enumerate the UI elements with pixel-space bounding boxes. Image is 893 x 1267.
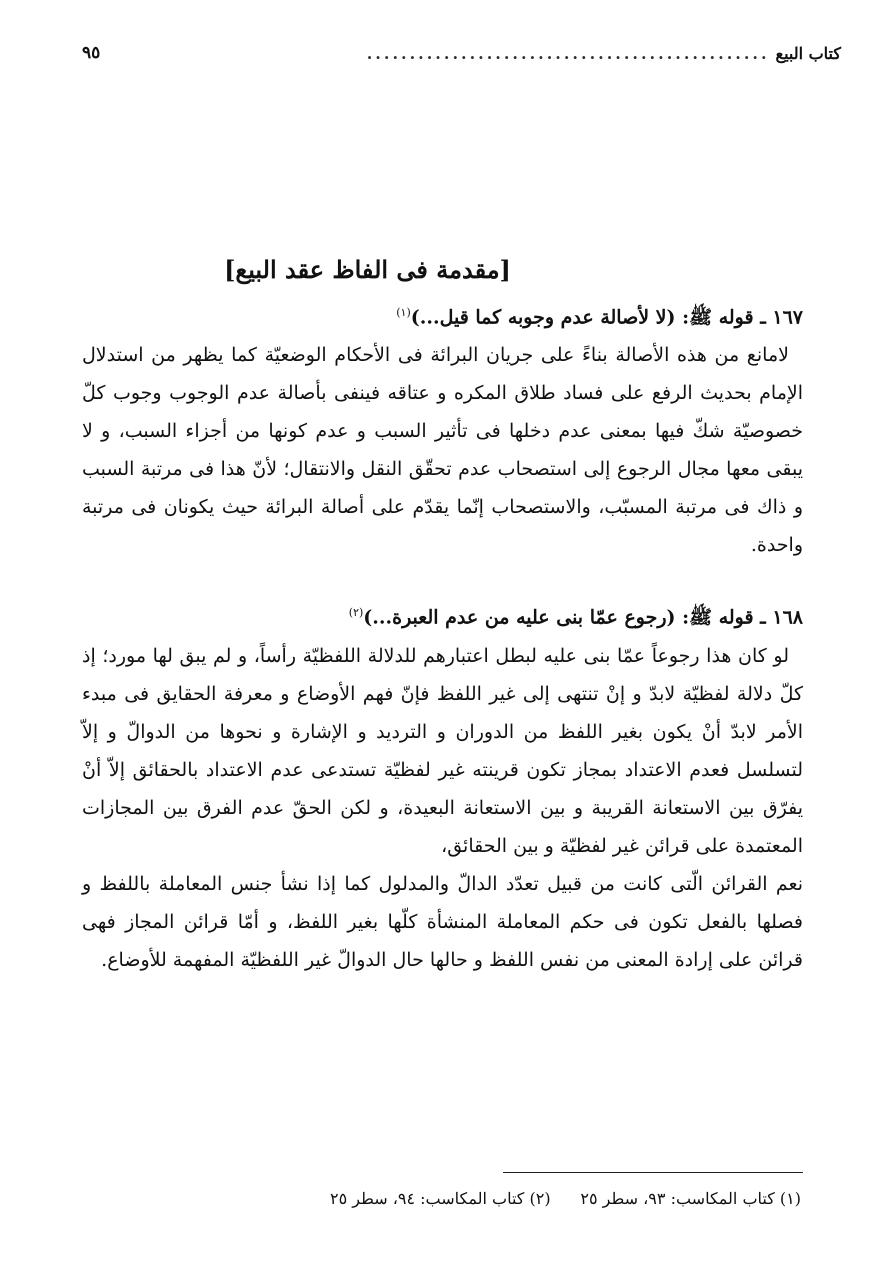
- section-title: [مقدمة فى الفاظ عقد البيع]: [224, 255, 511, 284]
- footnote-1: (١) كتاب المكاسب: ٩٣، سطر ٢٥: [580, 1189, 801, 1208]
- footnote-divider: [503, 1172, 803, 1173]
- paragraph: لو كان هذا رجوعاً عمّا بنى عليه لبطل اعتبارهم للدلالة اللفظيّة رأساً، و لم يبق لها مورد؛ إذ كلّ دلالة لفظيّة لابدّ و إنْ تنتهى إلى غير اللفظ فإنّ فهم الأوضاع و معرفة الحقايق فى مبدء الأمر لابدّ أنْ يكون بغير اللفظ من الدوران و الترديد و الإشارة و نحوها من الدوالّ و إلاّ لتسلسل فعدم الاعتداد بمجاز تكون قرينته غير لفظيّة تستدعى عدم الاعتداد بالحقائق إلاّ أنْ يفرّق بين الاستعانة القريبة و بين الاستعانة البعيدة، و لكن الحقّ عدم الفرق بين المجازات المعتمدة على قرائن غير لفظيّة و بين الحقائق،: [82, 644, 803, 857]
- book-title: كتاب البيع: [775, 43, 841, 63]
- entry-167: [82, 294, 803, 564]
- footnote-ref: (١): [396, 306, 411, 319]
- entry-168: [82, 594, 803, 978]
- leader-dots: ...............................................: [366, 43, 770, 63]
- entry-heading: [82, 294, 803, 336]
- entry-heading-text: ١٦٨ ـ قوله ﷺ: (رجوع عمّا بنى عليه من عدم العبرة...): [363, 606, 803, 629]
- footnote-ref: (٢): [348, 606, 364, 620]
- entry-heading: [82, 594, 803, 636]
- page-number: ٩٥: [82, 43, 101, 63]
- paragraph: نعم القرائن الّتى كانت من قبيل تعدّد الدالّ والمدلول كما إذا نشأ جنس المعاملة باللفظ و فصلها بالفعل تكون فى حكم المعاملة المنشأة كلّها بغير اللفظ، و أمّا قرائن المجاز فهى قرائن على إرادة المعنى من نفس اللفظ و حالها حال الدوالّ غير اللفظيّة المفهمة للأوضاع.: [82, 872, 803, 971]
- page-body: [82, 250, 803, 979]
- entry-heading-text: ١٦٧ ـ قوله ﷺ: (لا لأصالة عدم وجوبه كما قيل...): [410, 306, 803, 329]
- footnote-2: (٢) كتاب المكاسب: ٩٤، سطر ٢٥: [330, 1189, 551, 1208]
- paragraph: لامانع من هذه الأصالة بناءً على جريان البرائة فى الأحكام الوضعيّة كما يظهر من استدلال الإمام بحديث الرفع على فساد طلاق المكره و عتاقه فينفى بأصالة عدم الوجوب وجوب كلّ خصوصيّة شكّ فيها بمعنى عدم دخلها فى تأثير السبب و عدم كونها من أجزاء السبب، و لا يبقى معها مجال الرجوع إلى استصحاب عدم تحقّق النقل والانتقال؛ لأنّ هذا فى مرتبة السبب و ذاك فى مرتبة المسبّب، والاستصحاب إنّما يقدّم على أصالة البرائة حيث يكونان فى مرتبة واحدة.: [82, 344, 803, 557]
- spacer: [82, 564, 803, 594]
- footnotes: [330, 1186, 801, 1212]
- running-header: [82, 38, 841, 68]
